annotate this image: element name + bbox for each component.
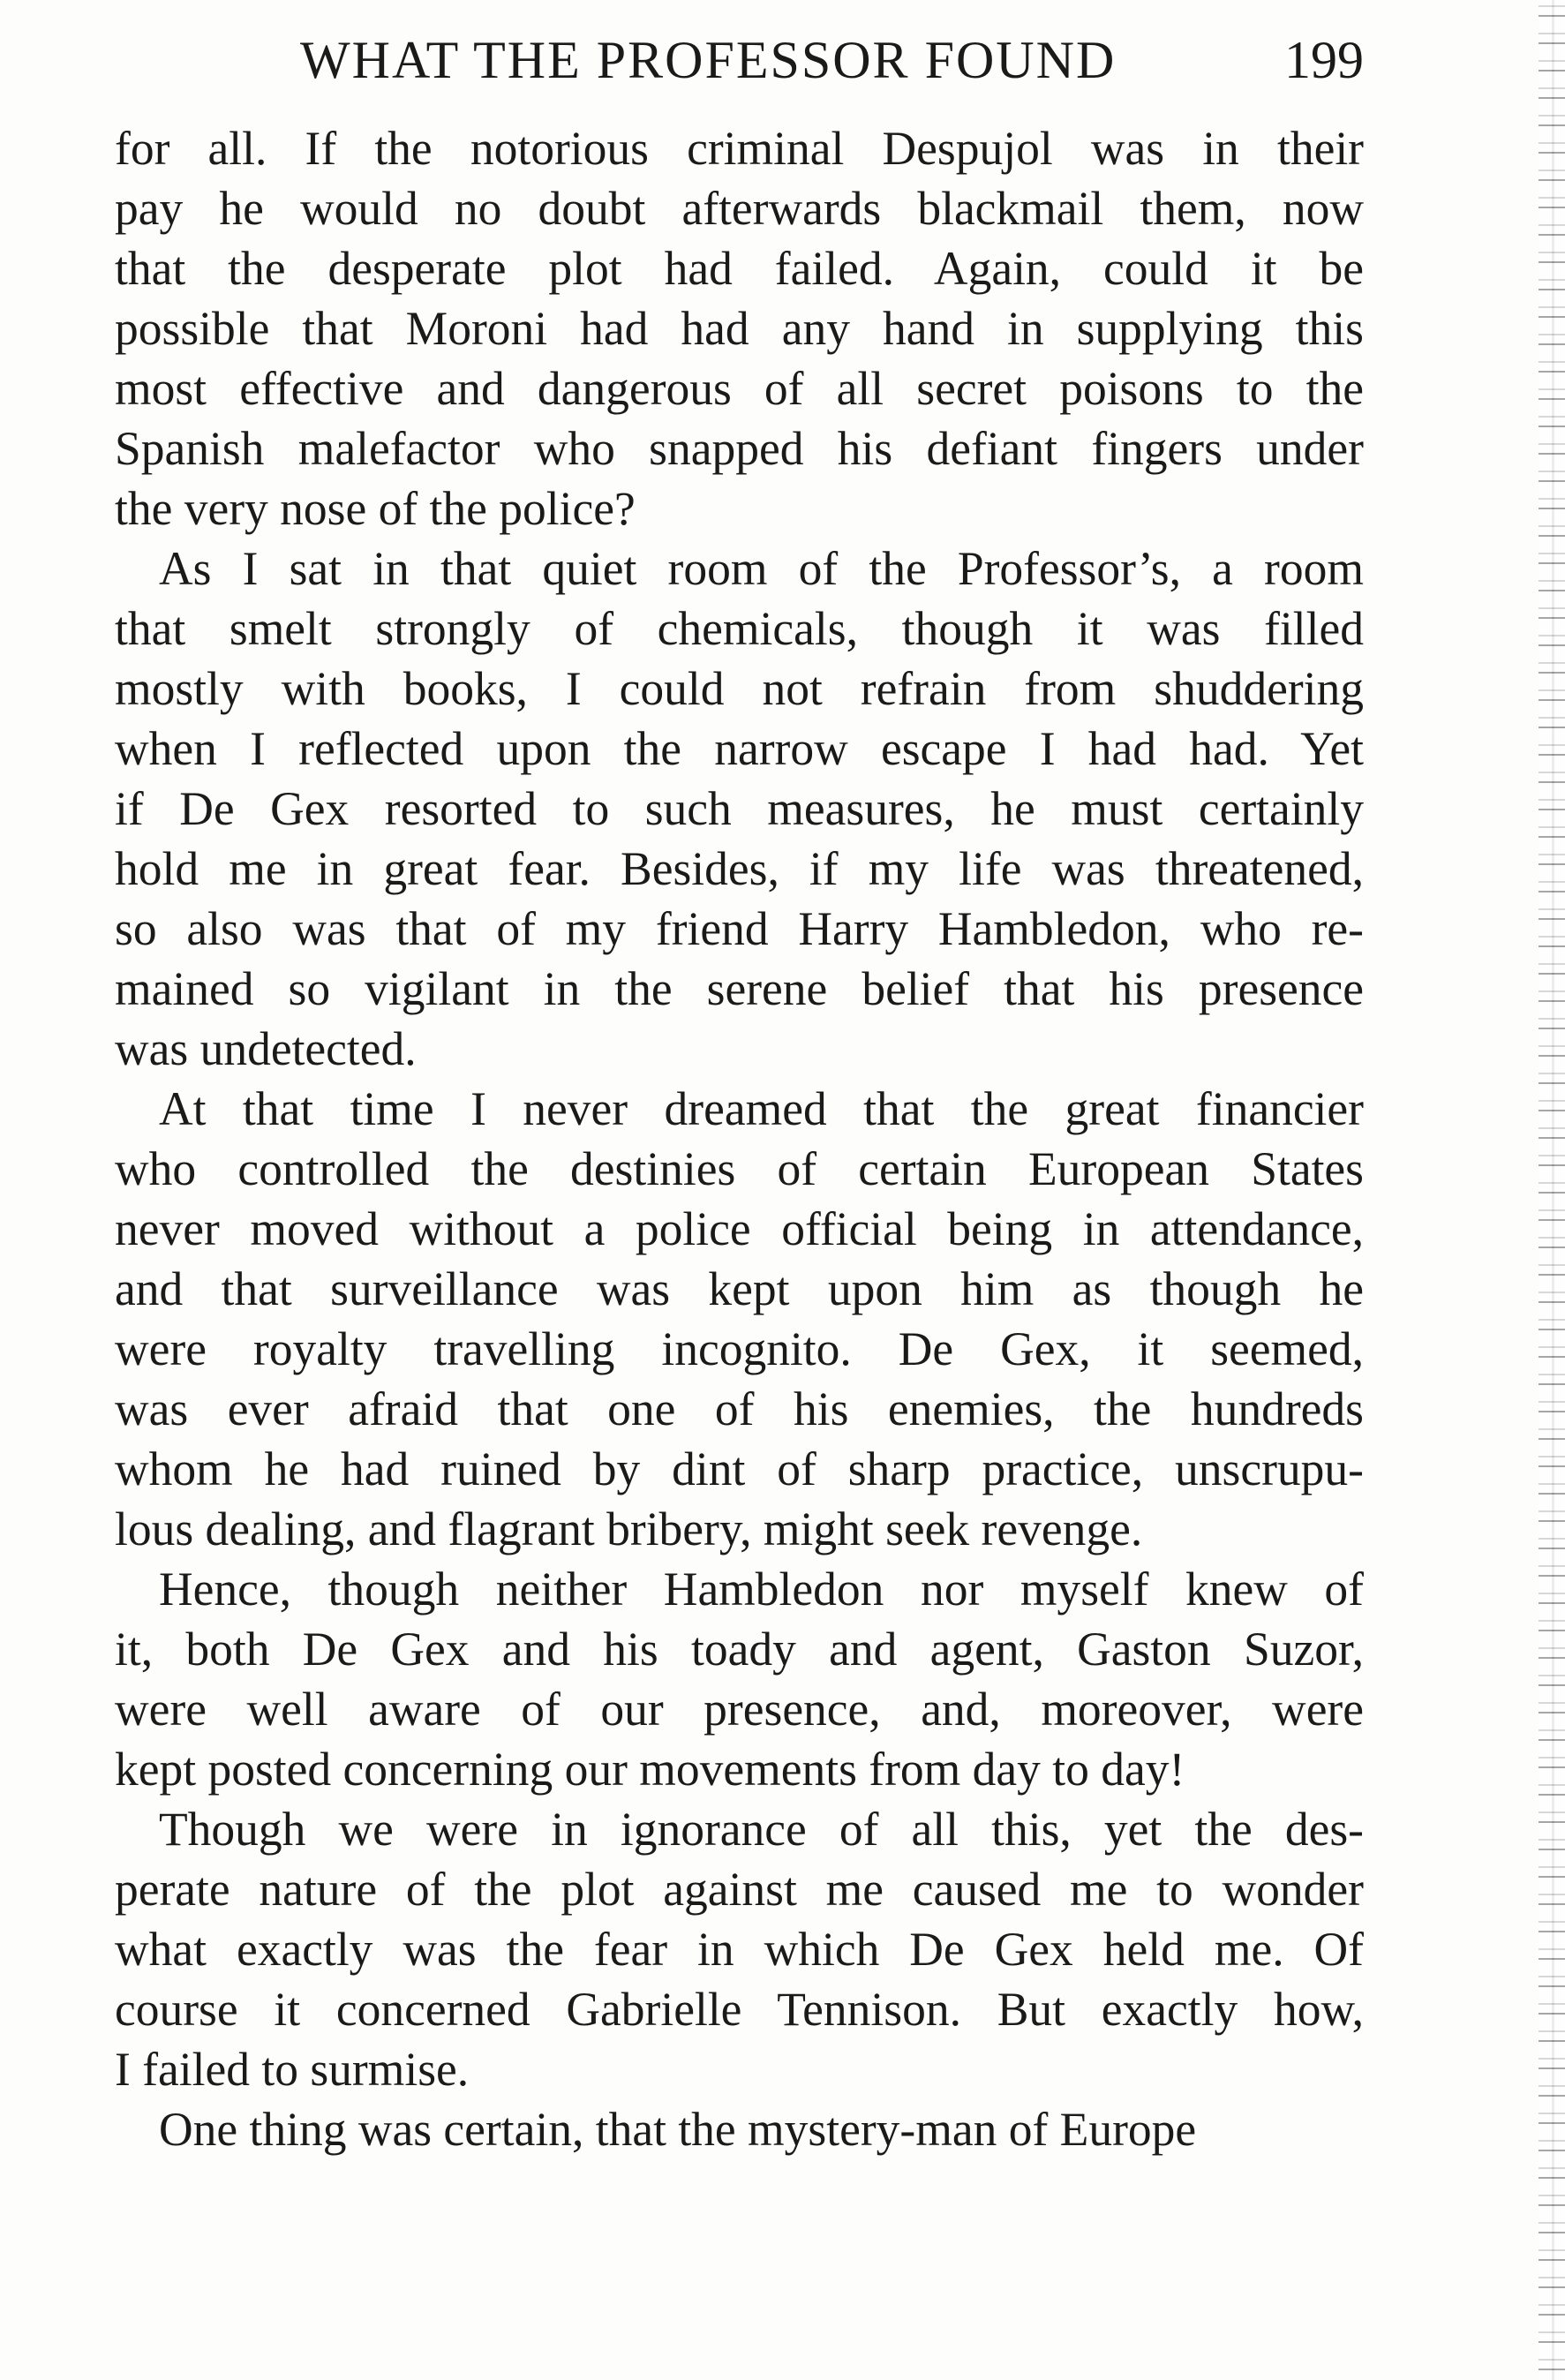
- text-line: and that surveillance was kept upon him as though he: [115, 1262, 1364, 1315]
- text-line: when I reflected upon the narrow escape I had had. Yet: [115, 722, 1364, 775]
- text-line: As I sat in that quiet room of the Professor’s, a room: [159, 542, 1364, 595]
- text-line: hold me in great fear. Besides, if my life was threatened,: [115, 842, 1364, 895]
- text-line: was ever afraid that one of his enemies, the hundreds: [115, 1382, 1364, 1435]
- text-line: mostly with books, I could not refrain from shuddering: [115, 662, 1364, 715]
- text-line: what exactly was the fear in which De Gex held me. Of: [115, 1923, 1364, 1976]
- text-line: that smelt strongly of chemicals, though it was filled: [115, 602, 1364, 655]
- text-line: mained so vigilant in the serene belief that his presence: [115, 962, 1364, 1015]
- text-line: most effective and dangerous of all secret poisons to the: [115, 362, 1364, 415]
- text-line: I failed to surmise.: [115, 2043, 470, 2096]
- text-line: pay he would no doubt afterwards blackmail them, now: [115, 182, 1364, 235]
- text-line: lous dealing, and flagrant bribery, might seek revenge.: [115, 1503, 1143, 1555]
- text-line: At that time I never dreamed that the great financier: [159, 1082, 1364, 1135]
- text-line: so also was that of my friend Harry Hambledon, who re-: [115, 902, 1364, 955]
- text-line: who controlled the destinies of certain European States: [115, 1142, 1364, 1195]
- text-line: were well aware of our presence, and, moreover, were: [115, 1683, 1364, 1736]
- text-line: perate nature of the plot against me caused me to wonder: [115, 1863, 1364, 1916]
- text-line: if De Gex resorted to such measures, he must certainly: [115, 782, 1364, 835]
- text-line: kept posted concerning our movements from day to day!: [115, 1743, 1185, 1796]
- text-line: never moved without a police official being in attendance,: [115, 1202, 1364, 1255]
- text-line: Hence, though neither Hambledon nor myself knew of: [159, 1563, 1364, 1616]
- running-title: WHAT THE PROFESSOR FOUND: [300, 31, 1117, 89]
- text-line: that the desperate plot had failed. Again, could it be: [115, 242, 1364, 295]
- page-number: 199: [1284, 31, 1364, 89]
- text-line: Spanish malefactor who snapped his defiant fingers under: [115, 422, 1364, 475]
- body-text: [115, 118, 1364, 2159]
- text-line: were royalty travelling incognito. De Gex, it seemed,: [115, 1322, 1364, 1375]
- text-line: for all. If the notorious criminal Despujol was in their: [115, 122, 1364, 175]
- text-line: was undetected.: [115, 1022, 417, 1075]
- text-line: course it concerned Gabrielle Tennison. But exactly how,: [115, 1983, 1364, 2036]
- running-head: [115, 25, 1364, 104]
- text-line: it, both De Gex and his toady and agent, Gaston Suzor,: [115, 1623, 1364, 1676]
- text-line: One thing was certain, that the mystery-man of Europe: [159, 2103, 1197, 2156]
- text-line: possible that Moroni had had any hand in supplying this: [115, 302, 1364, 355]
- text-line: Though we were in ignorance of all this, yet the des-: [159, 1803, 1364, 1856]
- text-line: whom he had ruined by dint of sharp practice, unscrupu-: [115, 1442, 1364, 1495]
- text-line: the very nose of the police?: [115, 482, 636, 535]
- page-edge-scan-artifact: [1539, 0, 1565, 2380]
